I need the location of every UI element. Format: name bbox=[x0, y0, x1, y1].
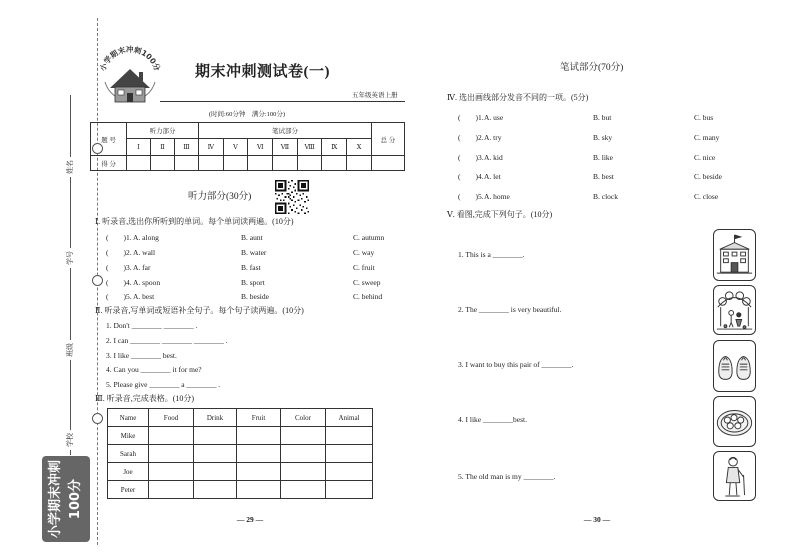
part5-sentence: 4. I like ________best. bbox=[458, 415, 527, 424]
section-numeral: Ⅳ bbox=[199, 139, 224, 156]
page-number-left: — 29 — bbox=[236, 515, 264, 524]
table-cell-empty bbox=[194, 445, 237, 463]
page-number-right: — 30 — bbox=[583, 515, 611, 524]
listening-part-header: 听力部分 bbox=[127, 123, 199, 139]
brand-side-text: 小学期末冲刺100分 bbox=[48, 460, 83, 539]
answer-bracket: ( )4. bbox=[106, 278, 132, 287]
part5-sentence: 3. I want to buy this pair of ________. bbox=[458, 360, 574, 369]
option-a: A. let bbox=[484, 172, 501, 181]
column-header: Color bbox=[281, 409, 326, 427]
answer-bracket: ( )3. bbox=[106, 263, 132, 272]
food-plate-icon bbox=[713, 396, 756, 447]
table-cell-empty bbox=[149, 445, 194, 463]
house-logo-icon bbox=[97, 42, 163, 108]
logo-text: 小学期末冲刺100分 bbox=[98, 44, 162, 73]
answer-bracket: ( )4. bbox=[458, 172, 484, 181]
school-label: 学校 bbox=[66, 430, 74, 450]
part4-heading: Ⅳ. 选出画线部分发音不同的一项。(5分) bbox=[447, 93, 589, 102]
score-table bbox=[90, 122, 405, 171]
svg-text:小学期末冲刺100分 bbox=[97, 44, 163, 73]
table-cell-empty bbox=[326, 445, 373, 463]
option-c: C. sweep bbox=[353, 278, 381, 287]
option-a: A. best bbox=[133, 292, 155, 301]
part4-question bbox=[0, 153, 800, 162]
part1-question bbox=[0, 292, 800, 301]
table-cell-empty bbox=[194, 427, 237, 445]
option-b: B. best bbox=[593, 172, 614, 181]
section-numeral: Ⅲ bbox=[175, 139, 199, 156]
part4-question bbox=[0, 133, 800, 142]
part5-sentence: 1. This is a ________. bbox=[458, 250, 525, 259]
table-cell-empty bbox=[194, 481, 237, 499]
option-a: A. home bbox=[484, 192, 510, 201]
table-cell-empty bbox=[237, 463, 281, 481]
table-cell-empty bbox=[149, 427, 194, 445]
part4-question bbox=[0, 172, 800, 181]
shoes-icon bbox=[713, 340, 756, 392]
section-numeral: Ⅴ bbox=[223, 139, 248, 156]
option-c: C. behind bbox=[353, 292, 383, 301]
part1-question bbox=[0, 233, 800, 242]
table-cell-empty bbox=[194, 463, 237, 481]
table-cell-empty bbox=[281, 445, 326, 463]
option-a: A. use bbox=[484, 113, 504, 122]
option-c: C. way bbox=[353, 248, 375, 257]
option-c: C. fruit bbox=[353, 263, 375, 272]
part3-heading: Ⅲ. 听录音,完成表格。(10分) bbox=[95, 394, 195, 403]
row-name: Joe bbox=[108, 463, 149, 481]
part5-sentence: 2. The ________ is very beautiful. bbox=[458, 305, 562, 314]
option-b: B. beside bbox=[241, 292, 269, 301]
option-a: A. far bbox=[133, 263, 151, 272]
answer-bracket: ( )1. bbox=[458, 113, 484, 122]
part2-sentence: 3. I like ________ best. bbox=[106, 351, 177, 360]
garden-icon bbox=[713, 285, 756, 335]
score-row-label: 得 分 bbox=[91, 156, 127, 171]
part2-sentence: 2. I can ________ ________ ________ . bbox=[106, 336, 228, 345]
student-name-label: 姓名 bbox=[66, 157, 74, 177]
row-name: Peter bbox=[108, 481, 149, 499]
part2-heading: Ⅱ. 听录音,写单词或短语补全句子。每个句子读两遍。(10分) bbox=[95, 306, 304, 315]
option-b: B. sport bbox=[241, 278, 265, 287]
option-a: A. spoon bbox=[133, 278, 161, 287]
building-icon bbox=[713, 229, 756, 281]
column-header: Animal bbox=[326, 409, 373, 427]
writing-section-title: 笔试部分(70分) bbox=[560, 63, 624, 73]
part2-sentence: 5. Please give ________ a ________ . bbox=[106, 380, 221, 389]
header-rule bbox=[160, 101, 405, 102]
answer-bracket: ( )5. bbox=[458, 192, 484, 201]
option-b: B. water bbox=[241, 248, 267, 257]
table-row bbox=[108, 427, 373, 445]
table-header-row bbox=[108, 409, 373, 427]
section-numeral: Ⅹ bbox=[347, 139, 372, 156]
section-numeral: Ⅸ bbox=[322, 139, 347, 156]
section-numeral: Ⅵ bbox=[248, 139, 273, 156]
column-header: Fruit bbox=[237, 409, 281, 427]
part2-sentence: 4. Can you ________ it for me? bbox=[106, 365, 202, 374]
column-header: Drink bbox=[194, 409, 237, 427]
table-row bbox=[108, 445, 373, 463]
table-cell-empty bbox=[149, 481, 194, 499]
option-c: C. beside bbox=[694, 172, 722, 181]
section-numeral: Ⅶ bbox=[273, 139, 298, 156]
option-c: C. nice bbox=[694, 153, 716, 162]
answer-bracket: ( )2. bbox=[458, 133, 484, 142]
table-cell-empty bbox=[237, 445, 281, 463]
table-row bbox=[108, 463, 373, 481]
part2-sentence: 1. Don't ________ ________ . bbox=[106, 321, 198, 330]
option-a: A. wall bbox=[133, 248, 156, 257]
part5-sentence: 5. The old man is my ________. bbox=[458, 472, 556, 481]
table-cell-empty bbox=[281, 463, 326, 481]
part4-question bbox=[0, 192, 800, 201]
listening-section-title: 听力部分(30分) bbox=[188, 192, 252, 202]
option-b: B. clock bbox=[593, 192, 618, 201]
answer-bracket: ( )5. bbox=[106, 292, 132, 301]
column-header: Name bbox=[108, 409, 149, 427]
writing-part-header: 笔试部分 bbox=[199, 123, 372, 139]
total-score-header: 总 分 bbox=[371, 123, 404, 156]
table-cell-empty bbox=[237, 481, 281, 499]
option-c: C. many bbox=[694, 133, 720, 142]
option-a: A. try bbox=[484, 133, 502, 142]
brand-side-block bbox=[42, 456, 90, 542]
time-score-info: (时间:60分钟 满分:100分) bbox=[208, 111, 286, 118]
option-a: A. kid bbox=[484, 153, 503, 162]
class-label: 班级 bbox=[66, 340, 74, 360]
part1-question bbox=[0, 263, 800, 272]
exam-title: 期末冲刺测试卷(一) bbox=[195, 64, 330, 80]
table-cell-empty bbox=[237, 427, 281, 445]
table-cell-empty bbox=[326, 463, 373, 481]
table-cell-empty bbox=[326, 481, 373, 499]
answer-bracket: ( )3. bbox=[458, 153, 484, 162]
grade-subject: 五年级英语上册 bbox=[352, 92, 398, 99]
option-c: C. close bbox=[694, 192, 719, 201]
option-b: B. sky bbox=[593, 133, 613, 142]
option-b: B. like bbox=[593, 153, 613, 162]
binding-margin-line bbox=[70, 95, 71, 455]
row-name: Sarah bbox=[108, 445, 149, 463]
table-cell-empty bbox=[281, 481, 326, 499]
option-c: C. bus bbox=[694, 113, 714, 122]
part1-question bbox=[0, 278, 800, 287]
table-cell-empty bbox=[281, 427, 326, 445]
option-a: A. along bbox=[133, 233, 159, 242]
answer-bracket: ( )2. bbox=[106, 248, 132, 257]
table-cell-empty bbox=[326, 427, 373, 445]
student-id-label: 学号 bbox=[66, 248, 74, 268]
part5-heading: Ⅴ. 看图,完成下列句子。(10分) bbox=[447, 210, 553, 219]
section-numeral: Ⅱ bbox=[151, 139, 175, 156]
option-b: B. fast bbox=[241, 263, 261, 272]
part4-question bbox=[0, 113, 800, 122]
listening-table bbox=[107, 408, 373, 499]
option-b: B. aunt bbox=[241, 233, 263, 242]
column-header: Food bbox=[149, 409, 194, 427]
table-row bbox=[108, 481, 373, 499]
section-numeral: Ⅷ bbox=[297, 139, 322, 156]
binding-circle bbox=[92, 413, 103, 424]
option-c: C. autumn bbox=[353, 233, 385, 242]
option-b: B. but bbox=[593, 113, 612, 122]
item-number-header: 题 号 bbox=[91, 123, 127, 156]
row-name: Mike bbox=[108, 427, 149, 445]
old-man-icon bbox=[713, 451, 756, 501]
table-cell-empty bbox=[149, 463, 194, 481]
section-numeral: Ⅰ bbox=[127, 139, 151, 156]
answer-bracket: ( )1. bbox=[106, 233, 132, 242]
brand-logo bbox=[97, 42, 163, 108]
part1-heading: Ⅰ. 听录音,选出你所听到的单词。每个单词读两遍。(10分) bbox=[95, 217, 294, 226]
part1-question bbox=[0, 248, 800, 257]
